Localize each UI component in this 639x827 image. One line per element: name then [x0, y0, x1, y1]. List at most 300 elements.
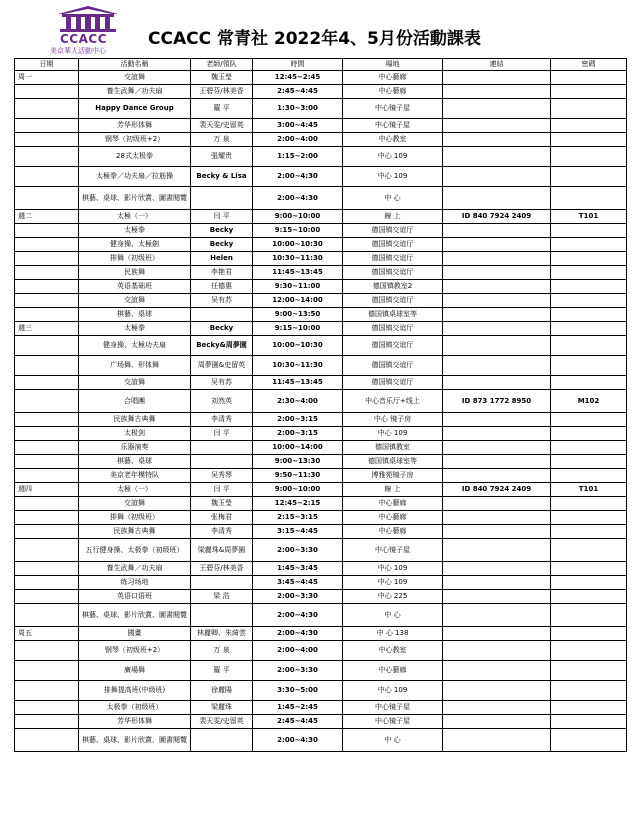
cell-venue: 德国镇交谊厅 — [343, 322, 443, 336]
cell-time: 9:00~10:00 — [253, 483, 343, 497]
cell-venue: 中心藝廊 — [343, 497, 443, 511]
cell-activity: 太极拳（初级班） — [79, 701, 191, 715]
cell-teacher: 任德惠 — [191, 280, 253, 294]
cell-time: 12:00~14:00 — [253, 294, 343, 308]
cell-link — [443, 441, 551, 455]
cell-time: 9:50~11:30 — [253, 469, 343, 483]
cell-teacher: Becky — [191, 322, 253, 336]
cell-link — [443, 576, 551, 590]
cell-venue: 中心镜子屋 — [343, 715, 443, 729]
cell-link — [443, 413, 551, 427]
cell-venue: 中心藝廊 — [343, 511, 443, 525]
cell-time: 9:15~10:00 — [253, 322, 343, 336]
cell-venue: 中心镜子屋 — [343, 539, 443, 562]
column-header: 活動名稱 — [79, 59, 191, 71]
cell-teacher — [191, 604, 253, 627]
cell-teacher: 李艳君 — [191, 266, 253, 280]
cell-pwd — [551, 539, 627, 562]
cell-activity: 五行健身操、太极拳（初级班） — [79, 539, 191, 562]
cell-teacher: 王碧芬/林美香 — [191, 562, 253, 576]
column-header: 連結 — [443, 59, 551, 71]
cell-pwd — [551, 641, 627, 661]
cell-venue: 德国镇桌球室等 — [343, 308, 443, 322]
cell-link — [443, 336, 551, 356]
cell-day — [15, 308, 79, 322]
table-row — [15, 187, 627, 210]
table-row — [15, 71, 627, 85]
cell-teacher: 周夢園&史留英 — [191, 356, 253, 376]
column-header: 時間 — [253, 59, 343, 71]
cell-pwd — [551, 224, 627, 238]
cell-pwd — [551, 356, 627, 376]
cell-link — [443, 590, 551, 604]
cell-teacher: 魏玉瑩 — [191, 497, 253, 511]
cell-link — [443, 641, 551, 661]
cell-teacher: 羅 平 — [191, 99, 253, 119]
cell-activity: 健身操、太極劍 — [79, 238, 191, 252]
cell-teacher: 王碧芬/林美香 — [191, 85, 253, 99]
cell-day — [15, 701, 79, 715]
cell-pwd — [551, 681, 627, 701]
cell-time: 3:45~4:45 — [253, 576, 343, 590]
table-row — [15, 590, 627, 604]
cell-venue: 中心镜子屋 — [343, 701, 443, 715]
cell-time: 11:45~13:45 — [253, 266, 343, 280]
cell-time: 3:30~5:00 — [253, 681, 343, 701]
page-title: CCACC 常青社 2022年4、5月份活動課表 — [148, 29, 481, 49]
cell-pwd — [551, 85, 627, 99]
cell-teacher: 羅 平 — [191, 661, 253, 681]
cell-time: 9:30~11:00 — [253, 280, 343, 294]
cell-link — [443, 497, 551, 511]
cell-link — [443, 604, 551, 627]
cell-teacher: 張耀贵 — [191, 147, 253, 167]
cell-link — [443, 427, 551, 441]
cell-time: 11:45~13:45 — [253, 376, 343, 390]
cell-activity: 交誼舞 — [79, 497, 191, 511]
table-row — [15, 701, 627, 715]
cell-link — [443, 119, 551, 133]
cell-day — [15, 336, 79, 356]
cell-teacher: 裴天雯/史留英 — [191, 119, 253, 133]
cell-time: 10:00~10:30 — [253, 336, 343, 356]
cell-venue: 中心 109 — [343, 427, 443, 441]
cell-link — [443, 266, 551, 280]
cell-teacher: 梁麗珠&周夢園 — [191, 539, 253, 562]
cell-day — [15, 167, 79, 187]
cell-venue: 中心镜子屋 — [343, 119, 443, 133]
cell-time: 9:15~10:00 — [253, 224, 343, 238]
table-row — [15, 661, 627, 681]
ccacc-logo — [50, 6, 124, 56]
cell-day — [15, 294, 79, 308]
table-header-row — [15, 59, 627, 71]
cell-activity: 棋藝、桌球、影片欣賞、圖書閱覽 — [79, 604, 191, 627]
cell-venue: 中心藝廊 — [343, 71, 443, 85]
cell-teacher: 万 泉 — [191, 641, 253, 661]
cell-time: 2:00~3:30 — [253, 539, 343, 562]
cell-link: ID 840 7924 2409 — [443, 483, 551, 497]
table-row — [15, 539, 627, 562]
cell-venue: 德国镇交谊厅 — [343, 294, 443, 308]
logo-subtitle: 美京華人活動中心 — [50, 47, 106, 55]
cell-teacher: 张梅君 — [191, 511, 253, 525]
cell-day: 周五 — [15, 627, 79, 641]
cell-teacher: 梁 浩 — [191, 590, 253, 604]
cell-day — [15, 497, 79, 511]
cell-pwd — [551, 280, 627, 294]
cell-link — [443, 99, 551, 119]
cell-time: 2:00~4:30 — [253, 167, 343, 187]
cell-time: 9:00~13:30 — [253, 455, 343, 469]
cell-time: 2:00~3:30 — [253, 590, 343, 604]
table-row — [15, 483, 627, 497]
table-row — [15, 376, 627, 390]
cell-day — [15, 147, 79, 167]
cell-pwd — [551, 576, 627, 590]
cell-time: 2:30~4:00 — [253, 390, 343, 413]
cell-time: 2:00~3:15 — [253, 413, 343, 427]
cell-pwd — [551, 562, 627, 576]
cell-time: 2:00~3:15 — [253, 427, 343, 441]
cell-activity: 英语口语班 — [79, 590, 191, 604]
cell-day — [15, 511, 79, 525]
cell-link — [443, 661, 551, 681]
table-row — [15, 147, 627, 167]
cell-time: 2:15~3:15 — [253, 511, 343, 525]
cell-pwd — [551, 167, 627, 187]
cell-link — [443, 539, 551, 562]
table-row — [15, 210, 627, 224]
table-row — [15, 224, 627, 238]
table-row — [15, 715, 627, 729]
schedule-table — [14, 58, 627, 752]
column-header: 密碼 — [551, 59, 627, 71]
cell-time: 10:30~11:30 — [253, 252, 343, 266]
cell-activity: 棋藝、桌球、影片欣賞、圖書閱覽 — [79, 729, 191, 752]
table-row — [15, 336, 627, 356]
cell-time: 1:30~3:00 — [253, 99, 343, 119]
cell-day — [15, 576, 79, 590]
cell-pwd — [551, 252, 627, 266]
table-row — [15, 280, 627, 294]
cell-pwd — [551, 497, 627, 511]
cell-day — [15, 356, 79, 376]
cell-pwd — [551, 147, 627, 167]
cell-link — [443, 455, 551, 469]
cell-link: ID 873 1772 8950 — [443, 390, 551, 413]
cell-link — [443, 71, 551, 85]
cell-activity: 美京老年模特队 — [79, 469, 191, 483]
cell-time: 9:00~10:00 — [253, 210, 343, 224]
cell-activity: 國畫 — [79, 627, 191, 641]
cell-activity: 28式太极拳 — [79, 147, 191, 167]
cell-day — [15, 238, 79, 252]
cell-link — [443, 294, 551, 308]
cell-activity: 養生武舞／功夫扇 — [79, 562, 191, 576]
cell-venue: 德国镇桌球室等 — [343, 455, 443, 469]
cell-pwd — [551, 427, 627, 441]
cell-day — [15, 604, 79, 627]
cell-link — [443, 224, 551, 238]
table-row — [15, 99, 627, 119]
table-row — [15, 266, 627, 280]
cell-venue: 中心藝廊 — [343, 525, 443, 539]
cell-venue: 中心 225 — [343, 590, 443, 604]
cell-venue: 德国镇交谊厅 — [343, 252, 443, 266]
cell-link — [443, 356, 551, 376]
cell-day: 週三 — [15, 322, 79, 336]
table-row — [15, 455, 627, 469]
cell-venue: 德国镇交谊厅 — [343, 266, 443, 280]
cell-link — [443, 147, 551, 167]
cell-day — [15, 641, 79, 661]
cell-teacher: 吴秀琴 — [191, 469, 253, 483]
cell-day — [15, 427, 79, 441]
table-row — [15, 119, 627, 133]
cell-activity: Happy Dance Group — [79, 99, 191, 119]
cell-link — [443, 729, 551, 752]
cell-venue: 中心 109 — [343, 562, 443, 576]
table-row — [15, 238, 627, 252]
cell-day — [15, 266, 79, 280]
cell-venue: 中心 109 — [343, 681, 443, 701]
cell-venue: 博雅苑镜子房 — [343, 469, 443, 483]
cell-teacher: 闫 平 — [191, 427, 253, 441]
cell-link — [443, 133, 551, 147]
cell-activity: 民族舞古典舞 — [79, 413, 191, 427]
cell-activity: 廣場舞 — [79, 661, 191, 681]
cell-activity: 太極（一） — [79, 210, 191, 224]
cell-teacher: 吴有苏 — [191, 294, 253, 308]
cell-activity: 太極拳 — [79, 224, 191, 238]
cell-link — [443, 701, 551, 715]
table-row — [15, 308, 627, 322]
cell-day — [15, 99, 79, 119]
cell-activity: 交誼舞 — [79, 376, 191, 390]
cell-day — [15, 729, 79, 752]
cell-activity: 交誼舞 — [79, 294, 191, 308]
cell-pwd — [551, 294, 627, 308]
cell-venue: 中心 109 — [343, 147, 443, 167]
cell-day — [15, 525, 79, 539]
table-row — [15, 469, 627, 483]
cell-venue: 德国镇交谊厅 — [343, 224, 443, 238]
cell-activity: 排舞（初级班） — [79, 511, 191, 525]
cell-day — [15, 413, 79, 427]
cell-pwd — [551, 99, 627, 119]
cell-pwd — [551, 627, 627, 641]
table-row — [15, 252, 627, 266]
cell-teacher: 林麗卿、朱綺雲 — [191, 627, 253, 641]
cell-link — [443, 511, 551, 525]
cell-time: 3:15~4:45 — [253, 525, 343, 539]
cell-activity: 太極（一） — [79, 483, 191, 497]
table-row — [15, 627, 627, 641]
cell-pwd — [551, 187, 627, 210]
cell-time: 2:00~4:30 — [253, 604, 343, 627]
cell-activity: 合唱團 — [79, 390, 191, 413]
cell-time: 2:00~4:00 — [253, 133, 343, 147]
table-row — [15, 497, 627, 511]
cell-activity: 排舞（初级班） — [79, 252, 191, 266]
cell-day — [15, 681, 79, 701]
cell-day — [15, 85, 79, 99]
cell-teacher: 梁麗珠 — [191, 701, 253, 715]
cell-pwd — [551, 511, 627, 525]
pagoda-icon — [58, 6, 118, 32]
cell-link — [443, 187, 551, 210]
cell-link — [443, 376, 551, 390]
cell-pwd — [551, 413, 627, 427]
cell-pwd — [551, 308, 627, 322]
cell-activity: 棋藝、桌球、影片欣賞、圖書閱覽 — [79, 187, 191, 210]
cell-time: 1:45~3:45 — [253, 562, 343, 576]
table-row — [15, 294, 627, 308]
cell-link — [443, 681, 551, 701]
cell-activity: 民族舞古典舞 — [79, 525, 191, 539]
table-row — [15, 576, 627, 590]
cell-day — [15, 224, 79, 238]
cell-link — [443, 280, 551, 294]
cell-teacher: Becky & Lisa — [191, 167, 253, 187]
cell-pwd: T101 — [551, 210, 627, 224]
cell-teacher — [191, 441, 253, 455]
cell-time: 1:45~2:45 — [253, 701, 343, 715]
cell-day — [15, 133, 79, 147]
cell-teacher: 裴天雯/史留英 — [191, 715, 253, 729]
cell-teacher — [191, 576, 253, 590]
cell-day — [15, 590, 79, 604]
cell-pwd — [551, 661, 627, 681]
cell-teacher: Becky — [191, 224, 253, 238]
cell-link — [443, 715, 551, 729]
cell-venue: 中心 109 — [343, 167, 443, 187]
schedule-body — [15, 71, 627, 752]
cell-venue: 德国镇交谊厅 — [343, 356, 443, 376]
cell-activity: 太極拳／功夫扇／拉筋操 — [79, 167, 191, 187]
cell-venue: 線 上 — [343, 483, 443, 497]
cell-time: 2:45~4:45 — [253, 715, 343, 729]
table-row — [15, 322, 627, 336]
cell-day — [15, 119, 79, 133]
cell-day — [15, 376, 79, 390]
cell-link — [443, 167, 551, 187]
cell-time: 2:00~4:30 — [253, 729, 343, 752]
cell-teacher: 魏玉瑩 — [191, 71, 253, 85]
cell-teacher: 刘然英 — [191, 390, 253, 413]
column-header: 日期 — [15, 59, 79, 71]
cell-pwd — [551, 119, 627, 133]
table-row — [15, 562, 627, 576]
cell-activity: 太極拳 — [79, 322, 191, 336]
cell-link — [443, 238, 551, 252]
cell-link — [443, 627, 551, 641]
column-header: 場地 — [343, 59, 443, 71]
column-header: 老師/領队 — [191, 59, 253, 71]
cell-day — [15, 661, 79, 681]
table-row — [15, 511, 627, 525]
table-row — [15, 390, 627, 413]
cell-teacher: Becky — [191, 238, 253, 252]
cell-activity: 排舞提高班(中级班) — [79, 681, 191, 701]
cell-venue: 中心音乐厅+线上 — [343, 390, 443, 413]
cell-pwd — [551, 266, 627, 280]
cell-teacher: 闫 平 — [191, 483, 253, 497]
cell-venue: 德国镇教室 — [343, 441, 443, 455]
table-row — [15, 729, 627, 752]
cell-pwd — [551, 590, 627, 604]
cell-pwd: M102 — [551, 390, 627, 413]
cell-venue: 德国镇交谊厅 — [343, 376, 443, 390]
cell-venue: 中心镜子屋 — [343, 99, 443, 119]
cell-day — [15, 469, 79, 483]
cell-day — [15, 252, 79, 266]
cell-activity: 健身操、太極功夫扇 — [79, 336, 191, 356]
cell-time: 2:00~3:30 — [253, 661, 343, 681]
table-row — [15, 427, 627, 441]
table-row — [15, 441, 627, 455]
cell-activity: 棋藝、桌球 — [79, 308, 191, 322]
logo-text: CCACC — [60, 32, 108, 46]
cell-venue: 中心 镜子房 — [343, 413, 443, 427]
cell-teacher: Helen — [191, 252, 253, 266]
table-row — [15, 85, 627, 99]
cell-link — [443, 252, 551, 266]
cell-pwd — [551, 441, 627, 455]
cell-pwd: T101 — [551, 483, 627, 497]
cell-pwd — [551, 322, 627, 336]
cell-link: ID 840 7924 2409 — [443, 210, 551, 224]
cell-pwd — [551, 701, 627, 715]
cell-pwd — [551, 729, 627, 752]
table-row — [15, 413, 627, 427]
cell-activity: 乐器演奏 — [79, 441, 191, 455]
cell-venue: 中心教室 — [343, 133, 443, 147]
cell-venue: 中心教室 — [343, 641, 443, 661]
cell-teacher — [191, 455, 253, 469]
cell-time: 10:00~10:30 — [253, 238, 343, 252]
cell-day — [15, 715, 79, 729]
cell-venue: 德国镇交谊厅 — [343, 336, 443, 356]
cell-time: 3:00~4:45 — [253, 119, 343, 133]
cell-pwd — [551, 376, 627, 390]
cell-link — [443, 85, 551, 99]
cell-teacher: 徐麗陽 — [191, 681, 253, 701]
cell-link — [443, 322, 551, 336]
cell-activity: 芳华形体舞 — [79, 119, 191, 133]
cell-pwd — [551, 336, 627, 356]
cell-time: 2:45~4:45 — [253, 85, 343, 99]
cell-time: 9:00~13:50 — [253, 308, 343, 322]
cell-teacher: 李清秀 — [191, 413, 253, 427]
cell-time: 2:00~4:30 — [253, 627, 343, 641]
table-row — [15, 133, 627, 147]
cell-teacher: 吴有苏 — [191, 376, 253, 390]
cell-teacher: 万 泉 — [191, 133, 253, 147]
cell-venue: 線 上 — [343, 210, 443, 224]
cell-activity: 養生武舞／功夫扇 — [79, 85, 191, 99]
cell-activity: 练习场地 — [79, 576, 191, 590]
cell-activity: 钢琴（初级班+2） — [79, 641, 191, 661]
cell-teacher: Becky&周夢園 — [191, 336, 253, 356]
cell-day — [15, 187, 79, 210]
cell-teacher — [191, 187, 253, 210]
cell-day — [15, 441, 79, 455]
cell-venue: 德国镇交谊厅 — [343, 238, 443, 252]
cell-venue: 德国镇教室2 — [343, 280, 443, 294]
cell-time: 1:15~2:00 — [253, 147, 343, 167]
